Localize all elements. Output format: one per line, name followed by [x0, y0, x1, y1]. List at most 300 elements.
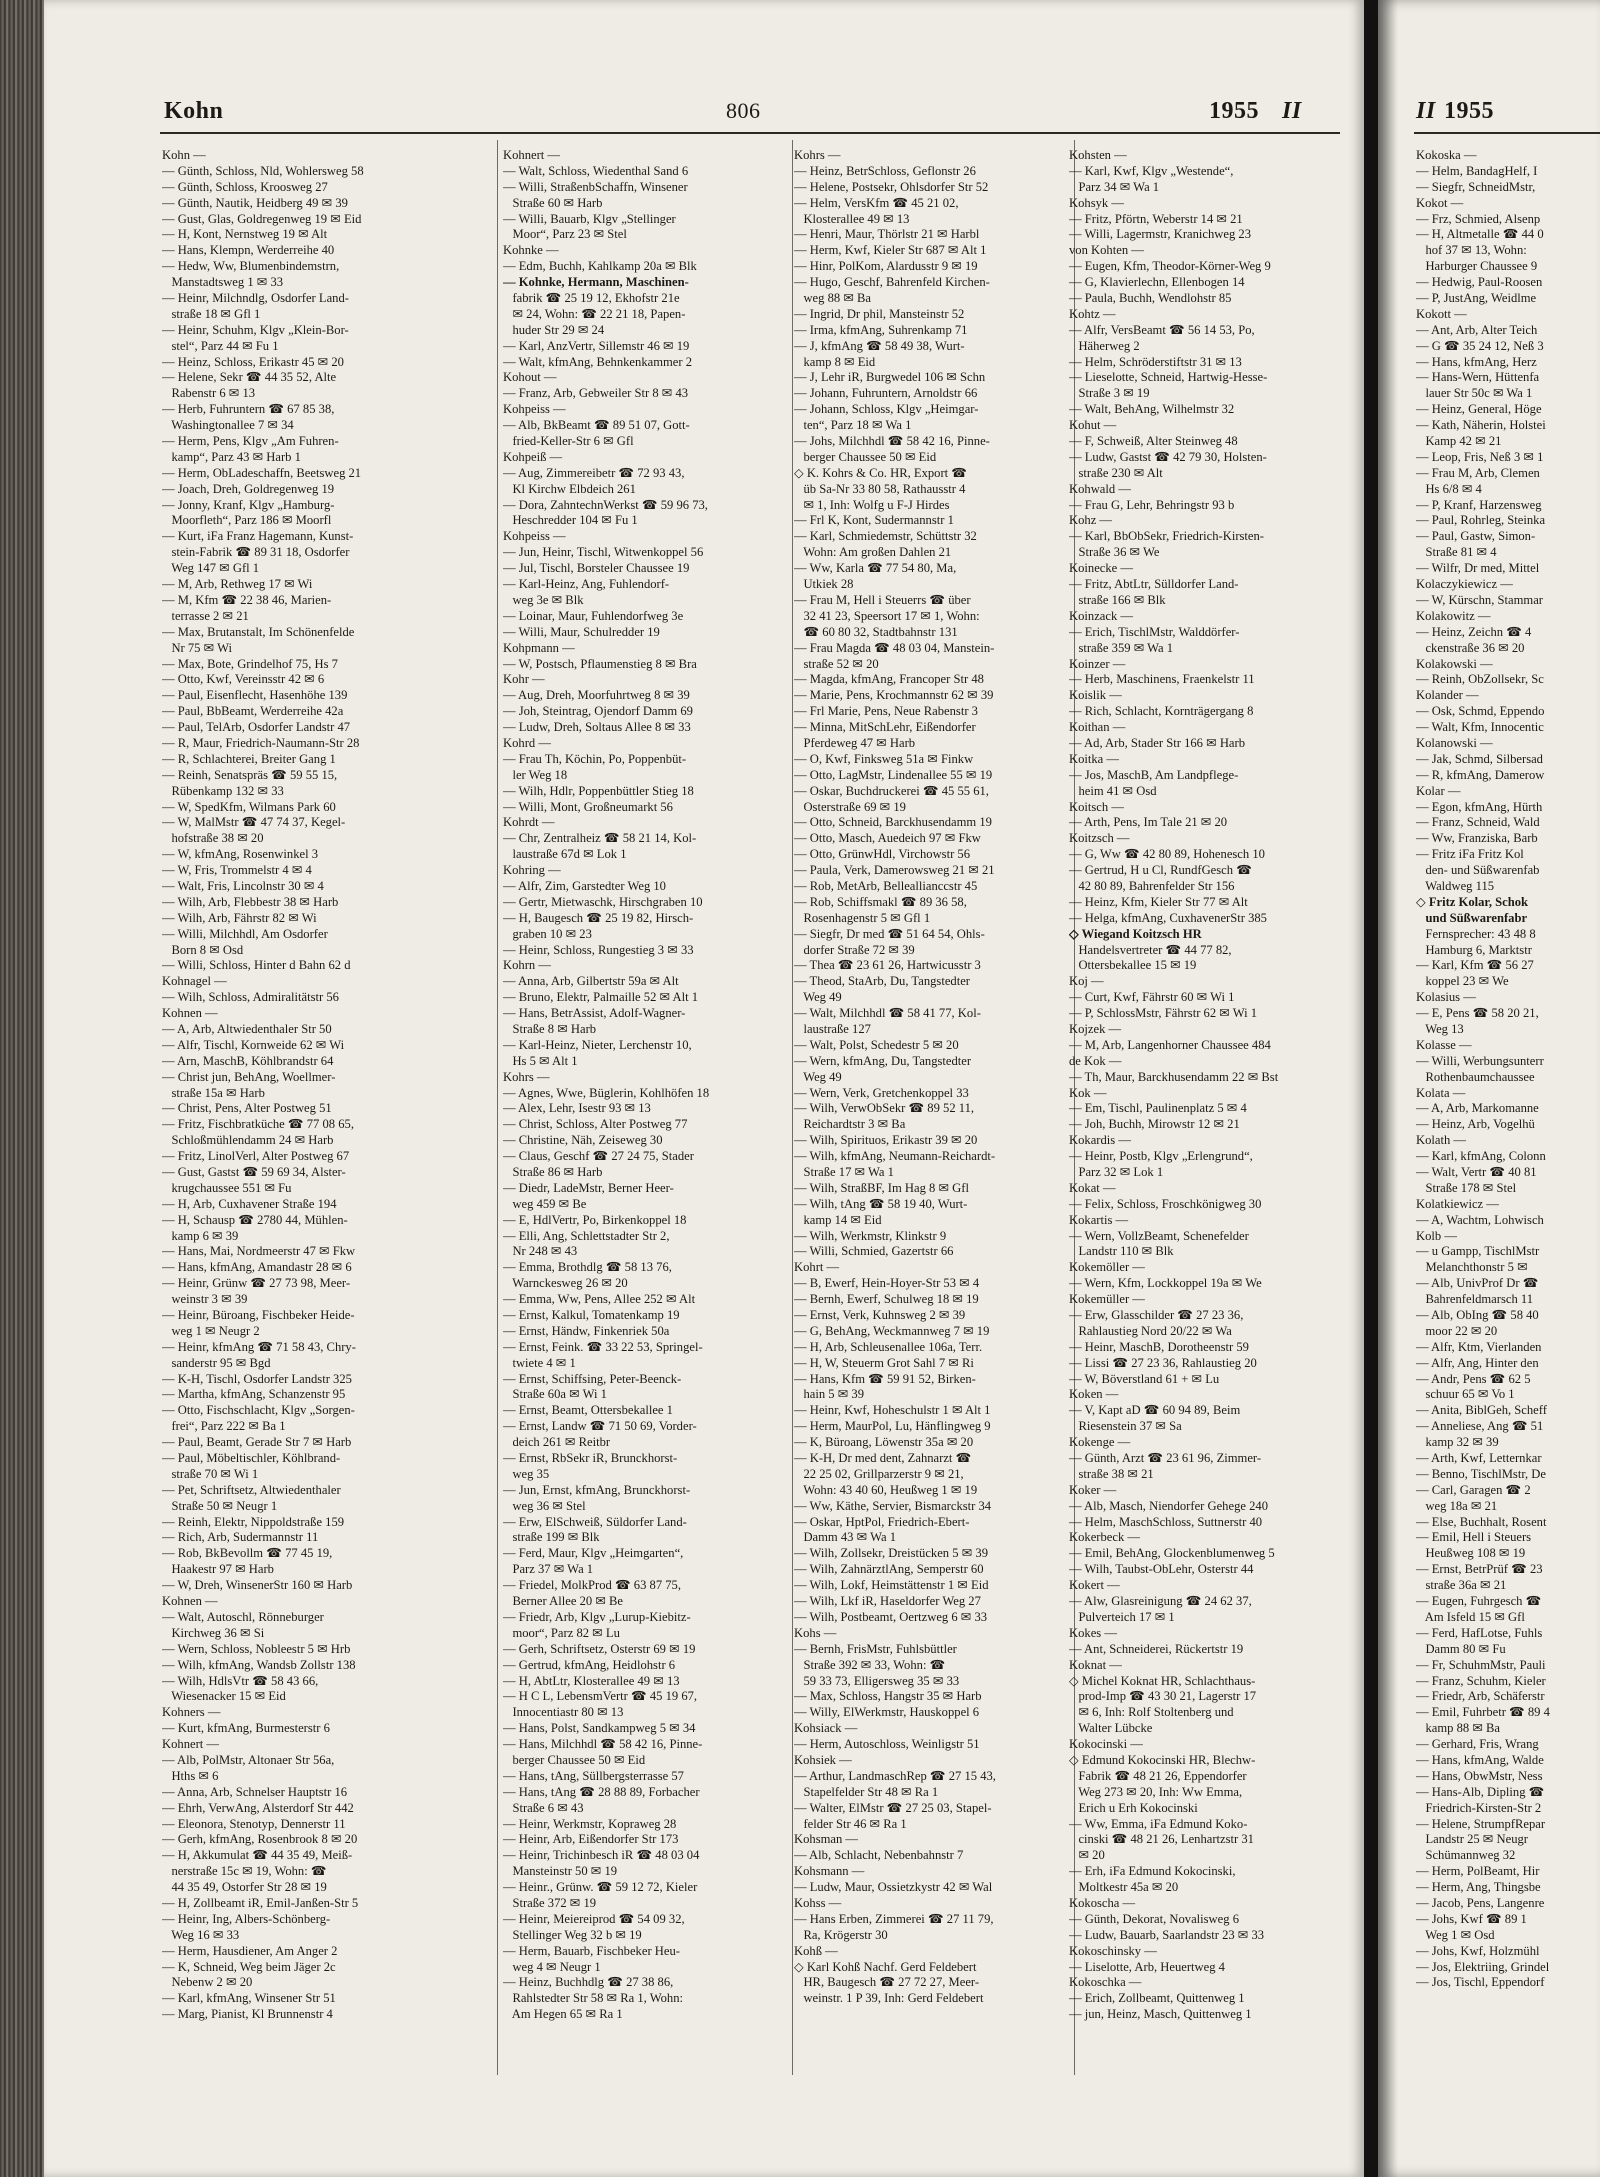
directory-entry: — Rob, MetArb, Belleallianccstr 45 — [794, 878, 978, 893]
surname-heading: Kokemöller — — [1069, 1260, 1145, 1275]
directory-entry: — Wern, Verk, Gretchenkoppel 33 — [794, 1085, 969, 1100]
directory-entry: — Paul, Eisenflecht, Hasenhöhe 139 — [162, 688, 348, 703]
directory-entry: — Emil, BehAng, Glockenblumenweg 5 — [1069, 1546, 1275, 1561]
directory-entry: — Karl, Kwf, Klgv „Westende“, — [1069, 163, 1234, 178]
directory-entry: — Jun, Ernst, kfmAng, Brunckhorst- — [503, 1482, 691, 1497]
directory-entry: Moor“, Parz 23 ✉ Stel — [503, 227, 627, 242]
directory-entry: — Ernst, Kalkul, Tomatenkamp 19 — [503, 1308, 680, 1323]
directory-entry: Erich u Erh Kokocinski — [1069, 1800, 1198, 1815]
directory-entry: — Erich, TischlMstr, Walddörfer- — [1069, 624, 1240, 639]
directory-entry: Moltkestr 45a ✉ 20 — [1069, 1880, 1179, 1895]
directory-entry: Straße 6 ✉ 43 — [503, 1800, 584, 1815]
directory-entry: — Ferd, HafLotse, Fuhls — [1416, 1625, 1543, 1640]
directory-entry: — H, Baugesch ☎ 25 19 82, Hirsch- — [503, 910, 694, 925]
directory-entry: Wohn: 43 40 60, Heußweg 1 ✉ 19 — [794, 1482, 978, 1497]
directory-entry: — Rob, Schiffsmakl ☎ 89 36 58, — [794, 894, 967, 909]
directory-entry: — Ww, Emma, iFa Edmund Koko- — [1069, 1816, 1248, 1831]
directory-entry: — Heinr, Kwf, Hoheschulstr 1 ✉ Alt 1 — [794, 1403, 991, 1418]
directory-entry: — Hans, Mai, Nordmeerstr 47 ✉ Fkw — [162, 1244, 356, 1259]
directory-entry: — Willi, Milchhdl, Am Osdorfer — [162, 926, 328, 941]
directory-entry: — H, Schausp ☎ 2780 44, Mühlen- — [162, 1212, 348, 1227]
directory-entry: — Ingrid, Dr phil, Mansteinstr 52 — [794, 306, 965, 321]
directory-entry: — Karl, AnzVertr, Sillemstr 46 ✉ 19 — [503, 338, 690, 353]
directory-entry: — Ww, Käthe, Servier, Bismarckstr 34 — [794, 1498, 992, 1513]
directory-entry: — Alw, Glasreinigung ☎ 24 62 37, — [1069, 1594, 1252, 1609]
surname-heading: Koinzer — — [1069, 656, 1126, 671]
directory-entry: — Chr, Zentralheiz ☎ 58 21 14, Kol- — [503, 831, 697, 846]
directory-entry: Kamp 42 ✉ 21 — [1416, 434, 1502, 449]
directory-entry: Am Isfeld 15 ✉ Gfl — [1416, 1609, 1525, 1624]
surname-heading: Koker — — [1069, 1482, 1117, 1497]
surname-heading: Kohsiek — — [794, 1752, 852, 1767]
directory-entry: krugchaussee 551 ✉ Fu — [162, 1180, 292, 1195]
directory-entry: Fernsprecher: 43 48 8 — [1416, 926, 1536, 941]
directory-entry: — Curt, Kwf, Fährstr 60 ✉ Wi 1 — [1069, 990, 1235, 1005]
directory-entry: straße 15a ✉ Harb — [162, 1085, 265, 1100]
directory-entry: — Paul, BbBeamt, Werderreihe 42a — [162, 704, 344, 719]
directory-entry: Rahlstedter Str 58 ✉ Ra 1, Wohn: — [503, 1991, 684, 2006]
directory-entry: — Egon, kfmAng, Hürth — [1416, 799, 1543, 814]
directory-entry: — Alfr, Ang, Hinter den — [1416, 1355, 1539, 1370]
directory-entry: — Alfr, Ktm, Vierlanden — [1416, 1339, 1542, 1354]
surname-heading: Kokardis — — [1069, 1133, 1131, 1148]
column-divider — [497, 140, 498, 2075]
directory-entry: Straße 17 ✉ Wa 1 — [794, 1165, 894, 1179]
directory-entry: straße 230 ✉ Alt — [1069, 465, 1163, 480]
directory-entry: — Frau G, Lehr, Behringstr 93 b — [1069, 497, 1235, 512]
directory-entry: — Frau Magda ☎ 48 03 04, Manstein- — [794, 640, 995, 655]
directory-entry: — Anita, BiblGeh, Scheff — [1416, 1403, 1547, 1418]
surname-heading: Kokoska — — [1416, 148, 1477, 162]
directory-entry: — Anneliese, Ang ☎ 51 — [1416, 1419, 1544, 1434]
directory-entry: Born 8 ✉ Osd — [162, 942, 244, 957]
directory-entry: — V, Kapt aD ☎ 60 94 89, Beim — [1069, 1403, 1241, 1418]
directory-entry: — Frl Marie, Pens, Neue Rabenstr 3 — [794, 704, 978, 719]
directory-entry: — Jos, MaschB, Am Landpflege- — [1069, 767, 1239, 782]
directory-entry: — Ernst, Schiffsing, Peter-Beenck- — [503, 1371, 682, 1386]
directory-entry: — Gust, Gastst ☎ 59 69 34, Alster- — [162, 1165, 346, 1179]
directory-entry: — Wilfr, Dr med, Mittel — [1416, 561, 1540, 576]
directory-entry: — A, Wachtm, Lohwisch — [1416, 1212, 1544, 1227]
directory-entry: — u Gampp, TischlMstr — [1416, 1244, 1540, 1259]
directory-entry: — Benno, TischlMstr, De — [1416, 1466, 1546, 1481]
directory-entry: — Rob, BkBevollm ☎ 77 45 19, — [162, 1546, 333, 1561]
surname-heading: Koken — — [1069, 1387, 1119, 1402]
directory-entry: sanderstr 95 ✉ Bgd — [162, 1355, 271, 1370]
directory-entry: — Agnes, Wwe, Büglerin, Kohlhöfen 18 — [503, 1085, 710, 1100]
directory-entry: — Christine, Näh, Zeiseweg 30 — [503, 1133, 663, 1148]
directory-entry: — Friedr, Arb, Klgv „Lurup-Kiebitz- — [503, 1609, 691, 1624]
directory-entry: — Reinh, Senatspräs ☎ 59 55 15, — [162, 767, 338, 782]
directory-entry: — A, Arb, Altwiedenthaler Str 50 — [162, 1021, 332, 1036]
directory-entry: laustraße 127 — [794, 1021, 871, 1036]
directory-entry: Waldweg 115 — [1416, 878, 1495, 893]
directory-entry: — Wilh, Postbeamt, Oertzweg 6 ✉ 33 — [794, 1609, 988, 1624]
directory-entry: — K-H, Dr med dent, Zahnarzt ☎ — [794, 1451, 972, 1466]
directory-entry: — Erh, iFa Edmund Kokocinski, — [1069, 1864, 1236, 1879]
directory-entry: — P, JustAng, Weidlme — [1416, 291, 1537, 306]
directory-entry: straße 166 ✉ Blk — [1069, 592, 1166, 607]
directory-entry: — Ludw, Maur, Ossietzkystr 42 ✉ Wal — [794, 1880, 993, 1895]
surname-heading: Koitka — — [1069, 751, 1120, 766]
directory-entry: — P, SchlossMstr, Fährstr 62 ✉ Wi 1 — [1069, 1006, 1258, 1021]
directory-entry: ◇ Michel Koknat HR, Schlachthaus- — [1069, 1673, 1256, 1688]
surname-heading: Kohrn — — [503, 958, 551, 973]
directory-entry: den- und Süßwarenfab — [1416, 863, 1540, 878]
directory-entry: — Else, Buchhalt, Rosent — [1416, 1514, 1547, 1529]
directory-entry: — Helene, Sekr ☎ 44 35 52, Alte — [162, 370, 337, 385]
directory-entry: — H, Zollbeamt iR, Emil-Janßen-Str 5 — [162, 1895, 359, 1910]
directory-entry: — Walt, Autoschl, Rönneburger — [162, 1609, 324, 1624]
directory-entry: Walter Lübcke — [1069, 1721, 1153, 1736]
surname-heading: Kolatkiewicz — — [1416, 1196, 1499, 1211]
surname-heading: Kohr — — [503, 672, 545, 687]
directory-entry: — Reinh, ObZollsekr, Sc — [1416, 672, 1544, 687]
directory-entry: Utkiek 28 — [794, 577, 854, 592]
directory-entry: — Wilh, Lkf iR, Haseldorfer Weg 27 — [794, 1594, 981, 1609]
directory-entry: — Günth, Arzt ☎ 23 61 96, Zimmer- — [1069, 1451, 1262, 1466]
surname-heading: Koinecke — — [1069, 561, 1133, 576]
surname-heading: Kohnke — — [503, 243, 559, 258]
directory-entry: kamp 32 ✉ 39 — [1416, 1435, 1499, 1450]
directory-entry: berger Chaussee 50 ✉ Eid — [503, 1752, 646, 1767]
directory-entry: — Ernst, BetrPrüf ☎ 23 — [1416, 1562, 1543, 1577]
directory-entry: — Wilh, VerwObSekr ☎ 89 52 11, — [794, 1101, 975, 1116]
page-edge — [0, 0, 44, 2177]
surname-heading: Kolaczykiewicz — — [1416, 577, 1513, 592]
directory-entry: — J, kfmAng ☎ 58 49 38, Wurt- — [794, 338, 965, 353]
surname-heading: Koknat — — [1069, 1657, 1122, 1672]
directory-entry: — Willi, Schloss, Hinter d Bahn 62 d — [162, 958, 351, 973]
directory-entry: — Eleonora, Stenotyp, Dennerstr 11 — [162, 1816, 346, 1831]
surname-heading: Kokerbeck — — [1069, 1530, 1140, 1545]
directory-entry: — Osk, Schmd, Eppendo — [1416, 704, 1545, 719]
directory-entry: — Arn, MaschB, Köhlbrandstr 64 — [162, 1053, 334, 1068]
directory-entry: ✉ 20 — [1069, 1848, 1105, 1863]
directory-column-5 — [1416, 148, 1600, 1991]
directory-entry: — Herm, Ang, Thingsbe — [1416, 1880, 1541, 1895]
directory-entry: Schloßmühlendamm 24 ✉ Harb — [162, 1133, 334, 1148]
directory-entry: — Heinz, Buchhdlg ☎ 27 38 86, — [503, 1975, 674, 1990]
directory-entry: schuur 65 ✉ Vo 1 — [1416, 1387, 1515, 1402]
surname-heading: Kohz — — [1069, 513, 1113, 528]
directory-entry: weg 35 — [503, 1466, 550, 1481]
surname-heading: Kolata — — [1416, 1085, 1466, 1100]
directory-entry: 59 33 73, Elligersweg 35 ✉ 33 — [794, 1673, 960, 1688]
directory-entry: — Wilh, Zollsekr, Dreistücken 5 ✉ 39 — [794, 1546, 988, 1561]
directory-entry: — Ad, Arb, Stader Str 166 ✉ Harb — [1069, 735, 1246, 750]
directory-entry: — F, Schweiß, Alter Steinweg 48 — [1069, 434, 1238, 449]
directory-entry: — Bernh, FrisMstr, Fuhlsbüttler — [794, 1641, 957, 1656]
directory-entry: — Marie, Pens, Krochmannstr 62 ✉ 39 — [794, 688, 994, 703]
directory-entry: — Ant, Schneiderei, Rückertstr 19 — [1069, 1641, 1244, 1656]
directory-entry: — Otto, Kwf, Vereinsstr 42 ✉ 6 — [162, 672, 325, 687]
directory-entry: — Wilh, ZahnärztlAng, Semperstr 60 — [794, 1562, 984, 1577]
directory-entry: Pferdeweg 47 ✉ Harb — [794, 735, 916, 750]
directory-entry: Hs 5 ✉ Alt 1 — [503, 1053, 578, 1068]
directory-entry: — K, Büroang, Löwenstr 35a ✉ 20 — [794, 1435, 974, 1450]
directory-entry: Weg 16 ✉ 33 — [162, 1927, 240, 1942]
directory-entry: Straße 60 ✉ Harb — [503, 195, 603, 210]
directory-entry: — Franz, Schneid, Wald — [1416, 815, 1540, 830]
directory-entry: — Hugo, Geschf, Bahrenfeld Kirchen- — [794, 275, 990, 290]
directory-entry: — Wilh, Werkmstr, Klinkstr 9 — [794, 1228, 947, 1243]
directory-entry: — Hans Erben, Zimmerei ☎ 27 11 79, — [794, 1911, 994, 1926]
surname-heading: Kohsiack — — [794, 1721, 858, 1736]
directory-entry: — Wern, VollzBeamt, Schenefelder — [1069, 1228, 1249, 1243]
directory-entry: — Loinar, Maur, Fuhlendorfweg 3e — [503, 608, 684, 623]
directory-entry: Kl Kirchw Elbdeich 261 — [503, 481, 636, 496]
directory-entry: Ra, Krögerstr 30 — [794, 1927, 888, 1942]
directory-entry: — Gertr, Mietwaschk, Hirschgraben 10 — [503, 894, 703, 909]
gutter-shadow — [1378, 0, 1398, 2177]
directory-entry: — Anna, Arb, Gilbertstr 59a ✉ Alt — [503, 974, 679, 989]
directory-entry: — Heinr, MaschB, Dorotheenstr 59 — [1069, 1339, 1249, 1354]
directory-entry: — Arthur, LandmaschRep ☎ 27 15 43, — [794, 1768, 996, 1783]
book-gutter — [1364, 0, 1378, 2177]
directory-entry: Manstadtsweg 1 ✉ 33 — [162, 275, 284, 290]
directory-entry: — Alb, UnivProf Dr ☎ — [1416, 1276, 1539, 1291]
directory-entry: — Hans, kfmAng, Walde — [1416, 1752, 1544, 1767]
directory-entry: ✉ 6, Inh: Rolf Stoltenberg und — [1069, 1705, 1234, 1720]
directory-entry: — Joh, Steintrag, Ojendorf Damm 69 — [503, 704, 693, 719]
directory-entry: moor 22 ✉ 20 — [1416, 1323, 1498, 1338]
directory-entry: Nebenw 2 ✉ 20 — [162, 1975, 253, 1990]
directory-entry: — H, Arb, Cuxhavener Straße 194 — [162, 1196, 337, 1211]
directory-entry: — Pet, Schriftsetz, Altwiedenthaler — [162, 1482, 341, 1497]
directory-entry: kamp 88 ✉ Ba — [1416, 1721, 1501, 1736]
directory-entry: Schümannweg 32 — [1416, 1848, 1516, 1863]
directory-entry: — Alb, PolMstr, Altonaer Str 56a, — [162, 1752, 335, 1767]
directory-entry: straße 359 ✉ Wa 1 — [1069, 640, 1174, 655]
directory-entry: weinstr 3 ✉ 39 — [162, 1292, 248, 1307]
header-rule — [160, 132, 1340, 134]
directory-entry: hof 37 ✉ 13, Wohn: — [1416, 243, 1527, 258]
directory-entry: Damm 80 ✉ Fu — [1416, 1641, 1506, 1656]
directory-entry: — Siegfr, Dr med ☎ 51 64 54, Ohls- — [794, 926, 985, 941]
surname-heading: Kohpeiss — — [503, 402, 566, 417]
surname-heading: Koitzsch — — [1069, 831, 1130, 846]
directory-entry: — Heinr, Postb, Klgv „Erlengrund“, — [1069, 1149, 1253, 1164]
directory-entry: Straße 36 ✉ We — [1069, 545, 1160, 560]
directory-entry: — Hans, kfmAng, Herz — [1416, 354, 1537, 369]
directory-entry: Straße 3 ✉ 19 — [1069, 386, 1150, 401]
surname-heading: von Kohten — — [1069, 243, 1144, 258]
surname-heading: Kohrs — — [794, 148, 841, 162]
directory-entry: Landstr 25 ✉ Neugr — [1416, 1832, 1528, 1847]
directory-entry: — Wilh, Lokf, Heimstättenstr 1 ✉ Eid — [794, 1578, 989, 1593]
directory-entry: — Heinr, Ing, Albers-Schönberg- — [162, 1911, 331, 1926]
directory-entry: — Ernst, Landw ☎ 71 50 69, Vorder- — [503, 1419, 697, 1434]
directory-entry: — Willi, StraßenbSchaffn, Winsener — [503, 179, 688, 194]
directory-entry: — Heinr, Büroang, Fischbeker Heide- — [162, 1308, 355, 1323]
directory-entry: — Helm, Schröderstiftstr 31 ✉ 13 — [1069, 354, 1242, 369]
directory-entry: 22 25 02, Grillparzerstr 9 ✉ 21, — [794, 1466, 964, 1481]
directory-entry: — Ludw, Gastst ☎ 42 79 30, Holsten- — [1069, 449, 1267, 464]
directory-entry: lauer Str 50c ✉ Wa 1 — [1416, 386, 1533, 401]
directory-entry: Melanchthonstr 5 ✉ — [1416, 1260, 1528, 1275]
directory-entry: Stellinger Weg 32 b ✉ 19 — [503, 1927, 642, 1942]
directory-entry: — Wilh, kfmAng, Neumann-Reichardt- — [794, 1149, 996, 1164]
surname-heading: Kohsten — — [1069, 148, 1127, 162]
directory-entry: — Paula, Verk, Damerowsweg 21 ✉ 21 — [794, 863, 995, 878]
directory-entry: Rübenkamp 132 ✉ 33 — [162, 783, 284, 798]
directory-entry: — Gerhard, Fris, Wrang — [1416, 1737, 1539, 1752]
directory-entry: — Em, Tischl, Paulinenplatz 5 ✉ 4 — [1069, 1101, 1247, 1116]
directory-entry: — Willi, Lagermstr, Kranichweg 23 — [1069, 227, 1252, 242]
surname-heading: Kohnert — — [503, 148, 561, 162]
directory-entry: — W, Böverstland 61 + ✉ Lu — [1069, 1371, 1220, 1386]
directory-entry: Moorfleth“, Parz 186 ✉ Moorfl — [162, 513, 332, 528]
directory-entry: — Willi, Schmied, Gazertstr 66 — [794, 1244, 954, 1259]
directory-entry: — Jos, Elektriing, Grindel — [1416, 1959, 1550, 1974]
directory-entry: frei“, Parz 222 ✉ Ba 1 — [162, 1419, 286, 1434]
surname-heading: Kohpmann — — [503, 640, 575, 655]
directory-entry: Straße 178 ✉ Stel — [1416, 1180, 1517, 1195]
directory-entry: — Karl, kfmAng, Colonn — [1416, 1149, 1546, 1164]
directory-entry: kamp“, Parz 43 ✉ Harb 1 — [162, 449, 301, 464]
directory-entry: Rosenhagenstr 5 ✉ Gfl 1 — [794, 910, 931, 925]
directory-entry: — E, HdlVertr, Po, Birkenkoppel 18 — [503, 1212, 687, 1227]
directory-entry: Haakestr 97 ✉ Harb — [162, 1562, 274, 1577]
directory-entry: — Walt, Kfm, Innocentic — [1416, 720, 1544, 735]
directory-entry: und Süßwarenfabr — [1416, 910, 1528, 925]
surname-heading: Kolar — — [1416, 783, 1461, 798]
directory-entry: — Frau M, Arb, Clemen — [1416, 465, 1540, 480]
directory-entry: Reichardtstr 3 ✉ Ba — [794, 1117, 906, 1132]
directory-entry: — Heinz, Arb, Vogelhü — [1416, 1117, 1535, 1132]
surname-heading: Kolath — — [1416, 1133, 1467, 1148]
surname-heading: Kohners — — [162, 1705, 221, 1720]
directory-entry: — Kohnke, Hermann, Maschinen- — [503, 275, 689, 290]
directory-entry: — Max, Schloss, Hangstr 35 ✉ Harb — [794, 1689, 982, 1704]
directory-entry: Harburger Chaussee 9 — [1416, 259, 1538, 274]
directory-entry: — Wilh, HdlsVtr ☎ 58 43 66, — [162, 1673, 319, 1688]
directory-entry: — H C L, LebensmVertr ☎ 45 19 67, — [503, 1689, 698, 1704]
directory-entry: — Kurt, iFa Franz Hagemann, Kunst- — [162, 529, 354, 544]
directory-entry: — Friedel, MolkProd ☎ 63 87 75, — [503, 1578, 682, 1593]
directory-entry: — Helene, Postsekr, Ohlsdorfer Str 52 — [794, 179, 989, 194]
directory-entry: — jun, Heinz, Masch, Quittenweg 1 — [1069, 2007, 1252, 2022]
surname-heading: Kokocinski — — [1069, 1737, 1143, 1752]
directory-entry: — Bernh, Ewerf, Schulweg 18 ✉ 19 — [794, 1292, 979, 1307]
directory-entry: weg 459 ✉ Be — [503, 1196, 587, 1211]
surname-heading: Kokemüller — — [1069, 1292, 1145, 1307]
directory-entry: Straße 372 ✉ 19 — [503, 1895, 597, 1910]
directory-entry: — Heinz, General, Höge — [1416, 402, 1542, 417]
directory-entry: — Frl K, Kont, Sudermannstr 1 — [794, 513, 954, 528]
directory-entry: — G, Klavierlechn, Ellenbogen 14 — [1069, 275, 1245, 290]
directory-entry: — R, Schlachterei, Breiter Gang 1 — [162, 751, 336, 766]
surname-heading: Kolakowitz — — [1416, 608, 1491, 623]
directory-entry: — Rich, Arb, Sudermannstr 11 — [162, 1530, 319, 1545]
directory-entry: — Walt, kfmAng, Behnkenkammer 2 — [503, 354, 693, 369]
directory-entry: — Gertrud, kfmAng, Heidlohstr 6 — [503, 1657, 676, 1672]
directory-entry: — Emma, Brothdlg ☎ 58 13 76, — [503, 1260, 672, 1275]
directory-entry: — Jonny, Kranf, Klgv „Hamburg- — [162, 497, 335, 512]
directory-entry: Ottersbekallee 15 ✉ 19 — [1069, 958, 1197, 973]
directory-entry: — Karl, BbObSekr, Friedrich-Kirsten- — [1069, 529, 1265, 544]
page-roman-numeral: II — [1282, 98, 1302, 124]
directory-entry: — Wilh, Schloss, Admiralitätstr 56 — [162, 990, 339, 1005]
directory-entry: — H, Kont, Nernstweg 19 ✉ Alt — [162, 227, 328, 242]
directory-entry: Kirchweg 36 ✉ Si — [162, 1625, 265, 1640]
surname-heading: Kokat — — [1069, 1180, 1116, 1195]
directory-entry: nerstraße 15c ✉ 19, Wohn: ☎ — [162, 1864, 327, 1879]
surname-heading: Kohn — — [162, 148, 206, 162]
directory-entry: — Ernst, Händw, Finkenriek 50a — [503, 1323, 670, 1338]
directory-entry: — Wilh, StraßBF, Im Hag 8 ✉ Gfl — [794, 1180, 969, 1195]
surname-heading: Kohtz — — [1069, 306, 1116, 321]
directory-entry: — Leop, Fris, Neß 3 ✉ 1 — [1416, 449, 1544, 464]
directory-entry: — Helga, kfmAng, CuxhavenerStr 385 — [1069, 910, 1267, 925]
directory-entry: — Herb, Maschinens, Fraenkelstr 11 — [1069, 672, 1255, 687]
directory-entry: — Alb, BkBeamt ☎ 89 51 07, Gott- — [503, 418, 690, 433]
directory-entry: — Hans, Klempn, Werderreihe 40 — [162, 243, 335, 258]
directory-entry: — Heinr, Trichinbesch iR ☎ 48 03 04 — [503, 1848, 700, 1863]
directory-entry: — Jul, Tischl, Borsteler Chaussee 19 — [503, 561, 690, 576]
column-divider — [792, 140, 793, 2075]
directory-entry: — Eugen, Fuhrgesch ☎ — [1416, 1594, 1542, 1609]
directory-entry: — Karl-Heinz, Ang, Fuhlendorf- — [503, 577, 670, 592]
directory-entry: HR, Baugesch ☎ 27 72 27, Meer- — [794, 1975, 980, 1990]
page-running-head-name: Kohn — [164, 98, 224, 124]
directory-entry: — Johs, Kwf ☎ 89 1 — [1416, 1911, 1527, 1926]
directory-entry: — Hans-Alb, Dipling ☎ — [1416, 1784, 1545, 1799]
directory-entry: weg 88 ✉ Ba — [794, 291, 872, 306]
directory-entry: — Thea ☎ 23 61 26, Hartwicusstr 3 — [794, 958, 981, 973]
directory-entry: Heschredder 104 ✉ Fu 1 — [503, 513, 638, 528]
directory-entry: Weg 49 — [794, 1069, 842, 1084]
directory-entry: — Herm, Hausdiener, Am Anger 2 — [162, 1943, 338, 1958]
directory-entry: — R, Maur, Friedrich-Naumann-Str 28 — [162, 735, 360, 750]
directory-entry: — Helm, VersKfm ☎ 45 21 02, — [794, 195, 959, 210]
directory-entry: — Bruno, Elektr, Palmaille 52 ✉ Alt 1 — [503, 990, 699, 1005]
directory-entry: — Erw, Glasschilder ☎ 27 23 36, — [1069, 1308, 1244, 1323]
surname-heading: Kohnagel — — [162, 974, 227, 989]
directory-entry: Am Hegen 65 ✉ Ra 1 — [503, 2007, 623, 2022]
directory-entry: — Johann, Fuhruntern, Arnoldstr 66 — [794, 386, 978, 401]
directory-entry: Straße 392 ✉ 33, Wohn: ☎ — [794, 1657, 946, 1672]
directory-entry: — Wern, kfmAng, Du, Tangstedter — [794, 1053, 972, 1068]
directory-entry: — Willi, Maur, Schulredder 19 — [503, 624, 660, 639]
directory-entry: ◇ Wiegand Koitzsch HR — [1069, 926, 1202, 941]
directory-entry: — Günth, Nautik, Heidberg 49 ✉ 39 — [162, 195, 348, 210]
directory-entry: — Irma, kfmAng, Suhrenkamp 71 — [794, 322, 968, 337]
directory-entry: Straße 50 ✉ Neugr 1 — [162, 1498, 278, 1513]
directory-entry: — Edm, Buchh, Kahlkamp 20a ✉ Blk — [503, 259, 697, 274]
directory-page-right — [1378, 0, 1600, 2177]
surname-heading: Kokott — — [1416, 306, 1467, 321]
directory-entry: — Otto, LagMstr, Lindenallee 55 ✉ 19 — [794, 767, 993, 782]
directory-entry: — Wern, Schloss, Nobleestr 5 ✉ Hrb — [162, 1641, 351, 1656]
directory-entry: — Erich, Zollbeamt, Quittenweg 1 — [1069, 1991, 1245, 2006]
directory-entry: — Heinr., Grünw. ☎ 59 12 72, Kieler — [503, 1880, 698, 1895]
directory-entry: — Herm, Autoschloss, Weinligstr 51 — [794, 1737, 980, 1752]
directory-entry: Damm 43 ✉ Wa 1 — [794, 1530, 896, 1545]
directory-entry: ☎ 60 80 32, Stadtbahnstr 131 — [794, 624, 958, 639]
directory-entry: — Siegfr, SchneidMstr, — [1416, 179, 1536, 194]
directory-entry: Parz 34 ✉ Wa 1 — [1069, 179, 1160, 194]
directory-entry: — Willi, Werbungsunterr — [1416, 1053, 1544, 1068]
directory-entry: Hths ✉ 6 — [162, 1768, 219, 1783]
surname-heading: Kolander — — [1416, 688, 1479, 703]
directory-entry: Wohn: Am großen Dahlen 21 — [794, 545, 952, 560]
directory-entry: hofstraße 38 ✉ 20 — [162, 831, 264, 846]
directory-entry: weg 3e ✉ Blk — [503, 592, 584, 607]
directory-entry: — H, Altmetalle ☎ 44 0 — [1416, 227, 1544, 242]
directory-entry: — Heinr, Arb, Eißendorfer Str 173 — [503, 1832, 679, 1847]
